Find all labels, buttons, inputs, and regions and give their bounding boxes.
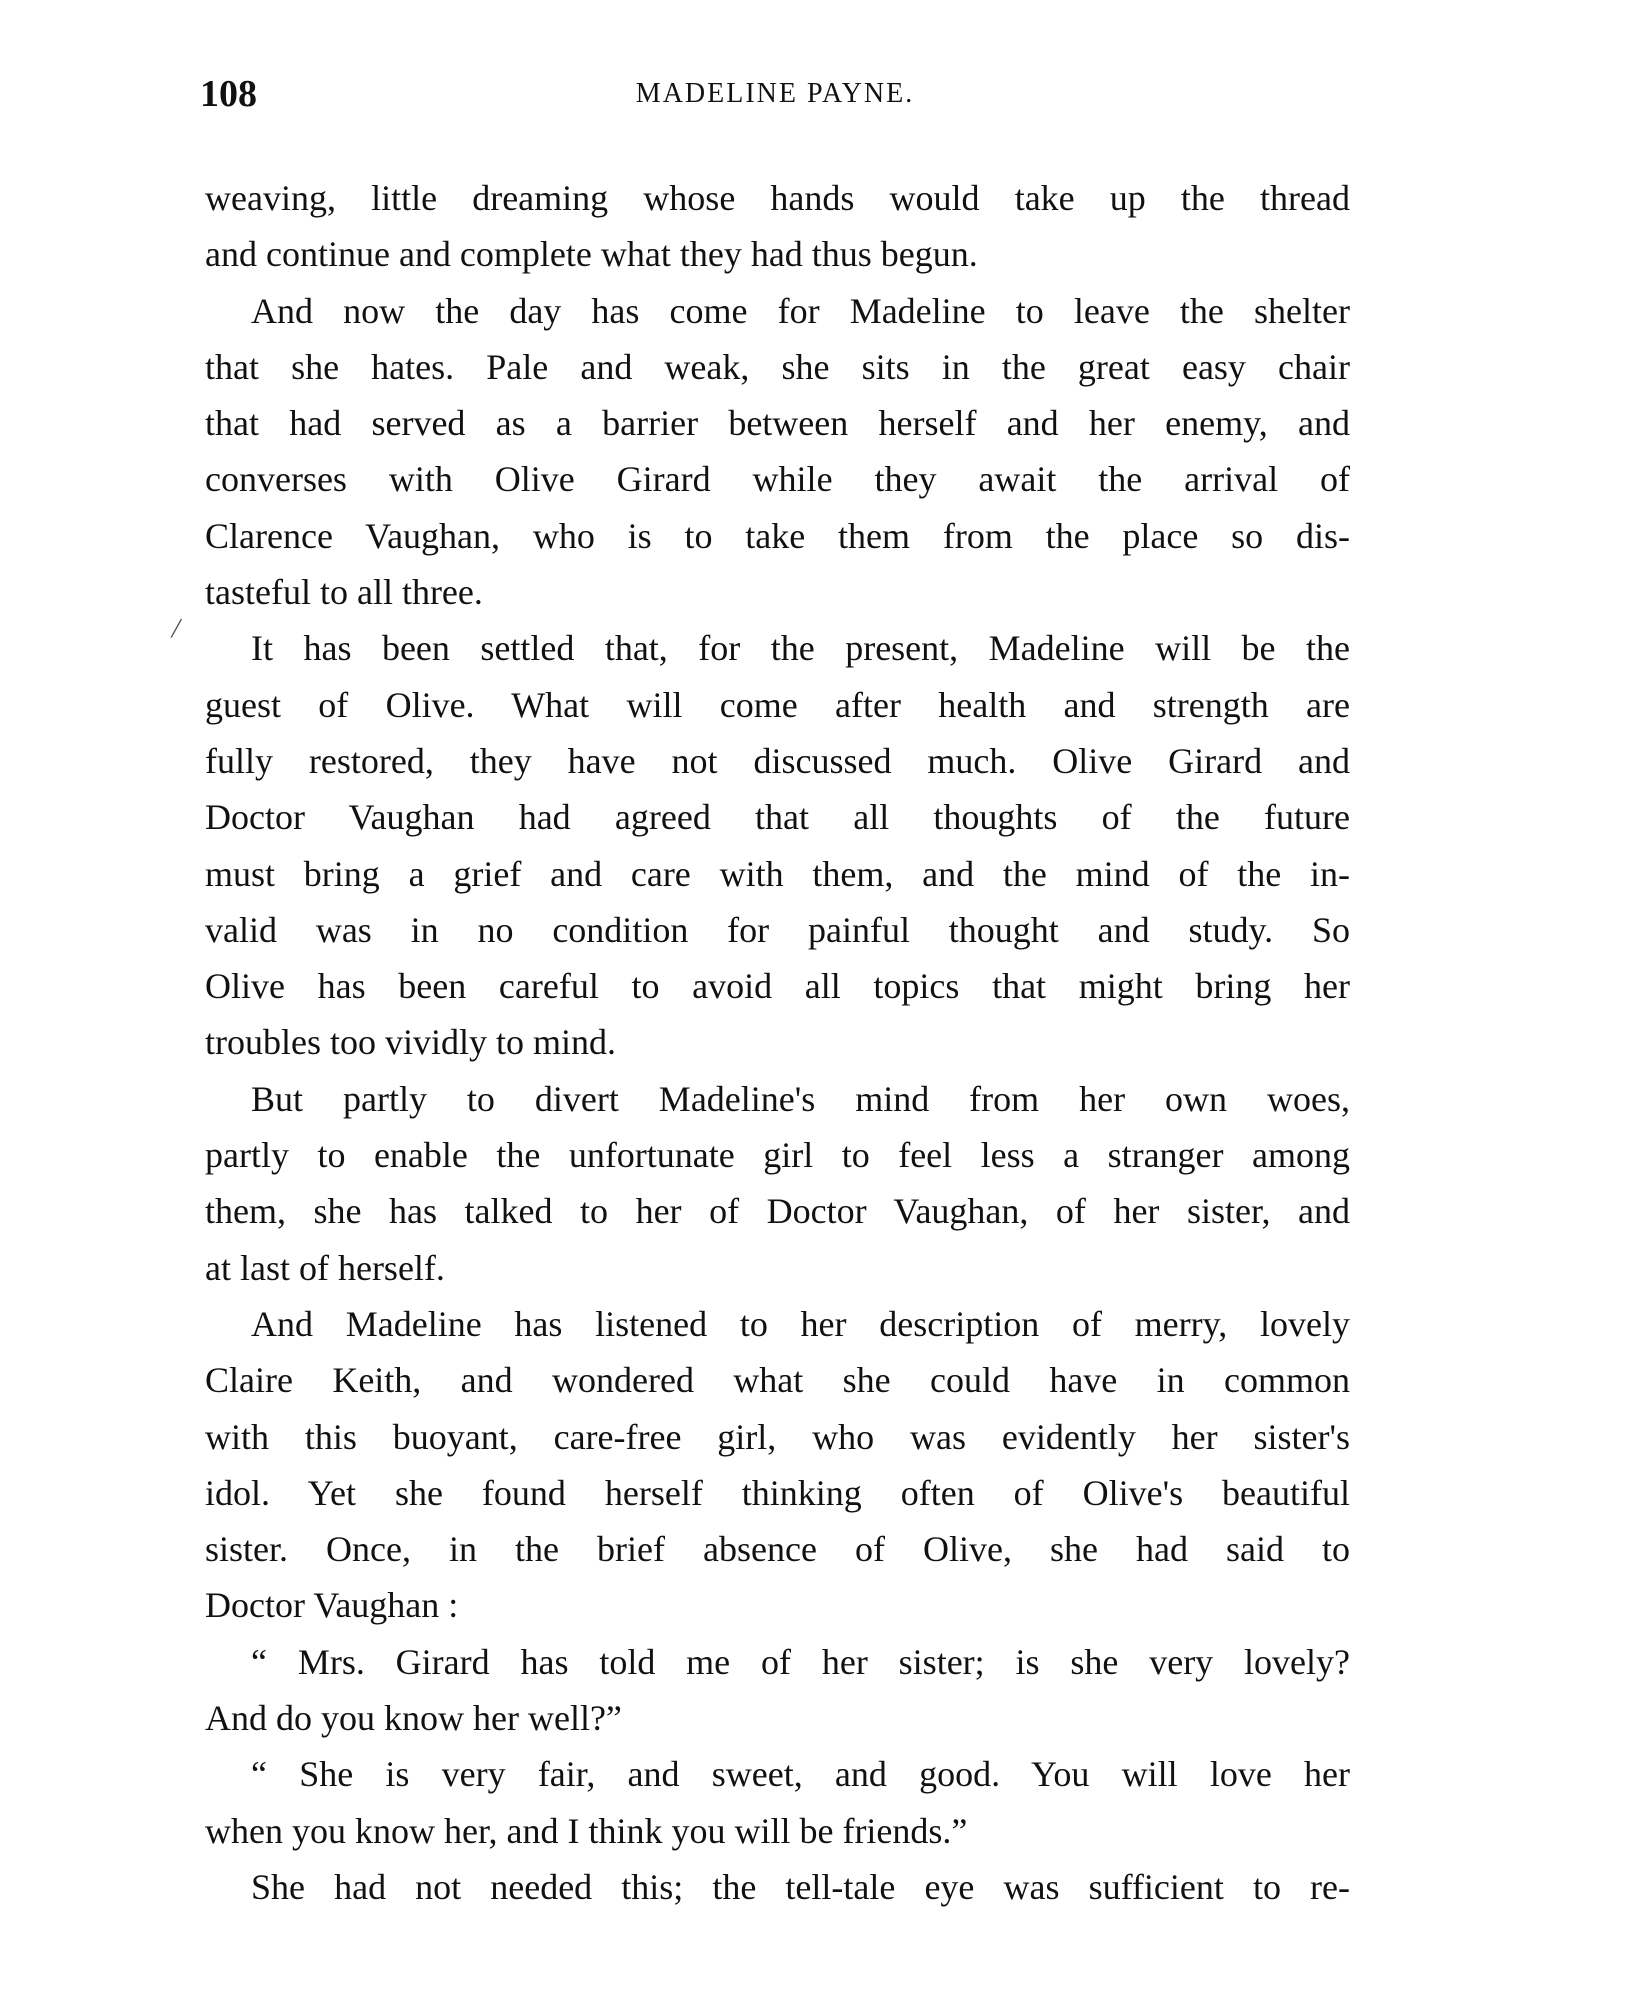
text-line: Clarence Vaughan, who is to take them from the place so dis- [205,515,1350,556]
text-line: that she hates. Pale and weak, she sits in the great easy chair [205,346,1350,387]
text-line: troubles too vividly to mind. [205,1022,616,1063]
text-line: when you know her, and I think you will be friends.” [205,1810,968,1851]
running-title: MADELINE PAYNE. [635,78,915,109]
running-header [200,72,1350,122]
margin-pencil-mark: / [169,611,184,646]
text-line: idol. Yet she found herself thinking often of Olive's beautiful [205,1472,1350,1513]
text-line: must bring a grief and care with them, and the mind of the in- [205,853,1350,894]
text-line: valid was in no condition for painful thought and study. So [205,909,1350,950]
text-line: partly to enable the unfortunate girl to feel less a stranger among [205,1135,1350,1176]
text-line: with this buoyant, care-free girl, who was evidently her sister's [205,1416,1350,1457]
page-number: 108 [200,73,257,115]
text-line: sister. Once, in the brief absence of Olive, she had said to [205,1529,1350,1570]
text-line: converses with Olive Girard while they await the arrival of [205,459,1350,500]
text-line: and continue and complete what they had thus begun. [205,234,978,275]
text-line: And now the day has come for Madeline to leave the shelter [251,290,1350,331]
page-body-text [205,170,1350,1915]
text-line: at last of herself. [205,1247,445,1288]
text-line: It has been settled that, for the present, Madeline will be the [251,628,1350,669]
text-line: them, she has talked to her of Doctor Vaughan, of her sister, and [205,1191,1350,1232]
text-line: Doctor Vaughan had agreed that all thoughts of the future [205,797,1350,838]
text-line: She had not needed this; the tell-tale eye was sufficient to re- [251,1866,1350,1907]
text-line: that had served as a barrier between herself and her enemy, and [205,403,1350,444]
text-line: fully restored, they have not discussed much. Olive Girard and [205,740,1350,781]
text-line: Olive has been careful to avoid all topics that might bring her [205,966,1350,1007]
text-line: Claire Keith, and wondered what she could have in common [205,1360,1350,1401]
text-line: “ She is very fair, and sweet, and good. You will love her [251,1754,1350,1795]
text-line: Doctor Vaughan : [205,1585,459,1626]
text-line: “ Mrs. Girard has told me of her sister; is she very lovely? [251,1641,1350,1682]
text-line: guest of Olive. What will come after health and strength are [205,684,1350,725]
text-line: But partly to divert Madeline's mind from her own woes, [251,1078,1350,1119]
text-line: And Madeline has listened to her description of merry, lovely [251,1303,1350,1344]
text-line: And do you know her well?” [205,1698,622,1739]
text-line: weaving, little dreaming whose hands would take up the thread [205,178,1350,218]
text-line: tasteful to all three. [205,572,483,613]
